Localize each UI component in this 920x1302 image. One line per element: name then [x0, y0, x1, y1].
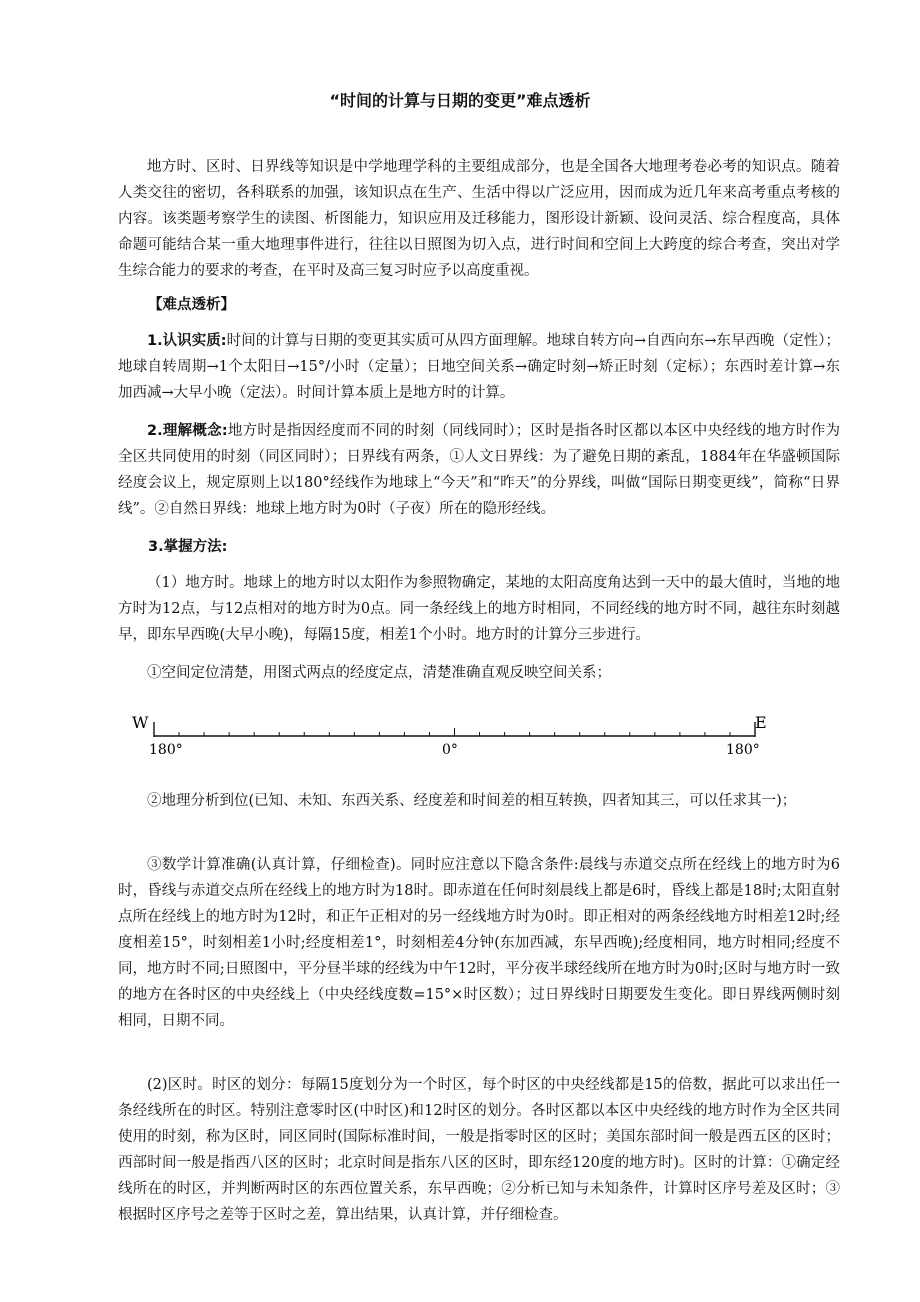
point2-text: 地方时是指因经度而不同的时刻（同线同时）；区时是指各时区都以本区中央经线的地方时作为全区共同使用的时刻（同区同时）；日界线有两条，①人文日界线：为了避免日期的紊乱，1884年在华盛顿国际经度会议上，规定原则上以180°经线作为地球上“今天”和“昨天”的分界线，叫做“国际日期变更线”，简称“日界线”。②自然日界线：地球上地方时为0时（子夜）所在的隐形经线。 [118, 423, 840, 517]
point1-label: 1.认识实质: [147, 333, 227, 349]
step2-paragraph: ②地理分析到位(已知、未知、东西关系、经度差和时间差的相互转换，四者知其三，可以任求其一)； [147, 793, 797, 809]
intro-paragraph: 地方时、区时、日界线等知识是中学地理学科的主要组成部分，也是全国各大地理考卷必考的知识点。随着人类交往的密切，各科联系的加强，该知识点在生产、生活中得以广泛应用，因而成为近几年来高考重点考核的内容。该类题考察学生的读图、析图能力，知识应用及迁移能力，图形设计新颖、设问灵活、综合程度高，具体命题可能结合某一重大地理事件进行，往往以日照图为切入点，进行时间和空间上大跨度的综合考查，突出对学生综合能力的要求的考查，在平时及高三复习时应予以高度重视。 [118, 159, 840, 279]
step3-paragraph: ③数学计算准确(认真计算，仔细检查)。同时应注意以下隐含条件:晨线与赤道交点所在经线上的地方时为6时，昏线与赤道交点所在经线上的地方时为18时。即赤道在任何时刻晨线上都是6时，昏线上都是18时;太阳直射点所在经线上的地方时为12时，和正午正相对的另一经线地方时为0时。即正相对的两条经线地方时相差12时;经度相差15°，时刻相差1小时;经度相差1°，时刻相差4分钟(东加西减，东早西晚);经度相同，地方时相同;经度不同，地方时不同;日照图中，平分昼半球的经线为中午12时，平分夜半球经线所在地方时为0时;区时与地方时一致的地方在各时区的中央经线上（中央经线度数=15°×时区数）；过日界线时日期要发生变化。即日界线两侧时刻相同，日期不同。 [118, 857, 840, 1029]
local-time-paragraph: （1）地方时。地球上的地方时以太阳作为参照物确定，某地的太阳高度角达到一天中的最大值时，当地的地方时为12点，与12点相对的地方时为0点。同一条经线上的地方时相同，不同经线的地方时不同，越往东时刻越早，即东早西晚(大早小晚)，每隔15度，相差1个小时。地方时的计算分三步进行。 [118, 575, 840, 643]
right-180-label: 180° [726, 742, 760, 758]
point3-label: 3.掌握方法: [148, 539, 228, 555]
tick-marks [179, 728, 730, 736]
west-label: W [132, 713, 149, 732]
point2-paragraph [118, 418, 840, 522]
section-heading: 【难点透析】 [148, 297, 235, 313]
east-label: E [755, 713, 767, 732]
longitude-diagram [130, 708, 790, 768]
center-0-label: 0° [442, 742, 458, 758]
zone-time-paragraph: (2)区时。时区的划分：每隔15度划分为一个时区，每个时区的中央经线都是15的倍数，据此可以求出任一条经线所在的时区。特别注意零时区(中时区)和12时区的划分。各时区都以本区中央经线的地方时作为全区共同使用的时刻，称为区时，同区同时(国际标准时间，一般是指零时区的区时；美国东部时间一般是西五区的区时；西部时间一般是指西八区的区时；北京时间是指东八区的区时，即东经120度的地方时)。区时的计算：①确定经线所在的时区，并判断两时区的东西位置关系，东早西晚；②分析已知与未知条件，计算时区序号差及区时；③根据时区序号之差等于区时之差，算出结果，认真计算，并仔细检查。 [118, 1077, 840, 1223]
point1-paragraph [118, 328, 840, 406]
step1-paragraph: ①空间定位清楚，用图式两点的经度定点，清楚准确直观反映空间关系； [147, 665, 611, 681]
point1-text: 时间的计算与日期的变更其实质可从四方面理解。地球自转方向→自西向东→东早西晚（定性）；地球自转周期→1个太阳日→15°/小时（定量）；日地空间关系→确定时刻→矫正时刻（定标）；东西时差计算→东加西减→大早小晚（定法）。时间计算本质上是地方时的计算。 [118, 333, 840, 401]
page-title: “时间的计算与日期的变更”难点透析 [329, 91, 591, 110]
left-180-label: 180° [149, 742, 183, 758]
point2-label: 2.理解概念: [147, 423, 228, 439]
